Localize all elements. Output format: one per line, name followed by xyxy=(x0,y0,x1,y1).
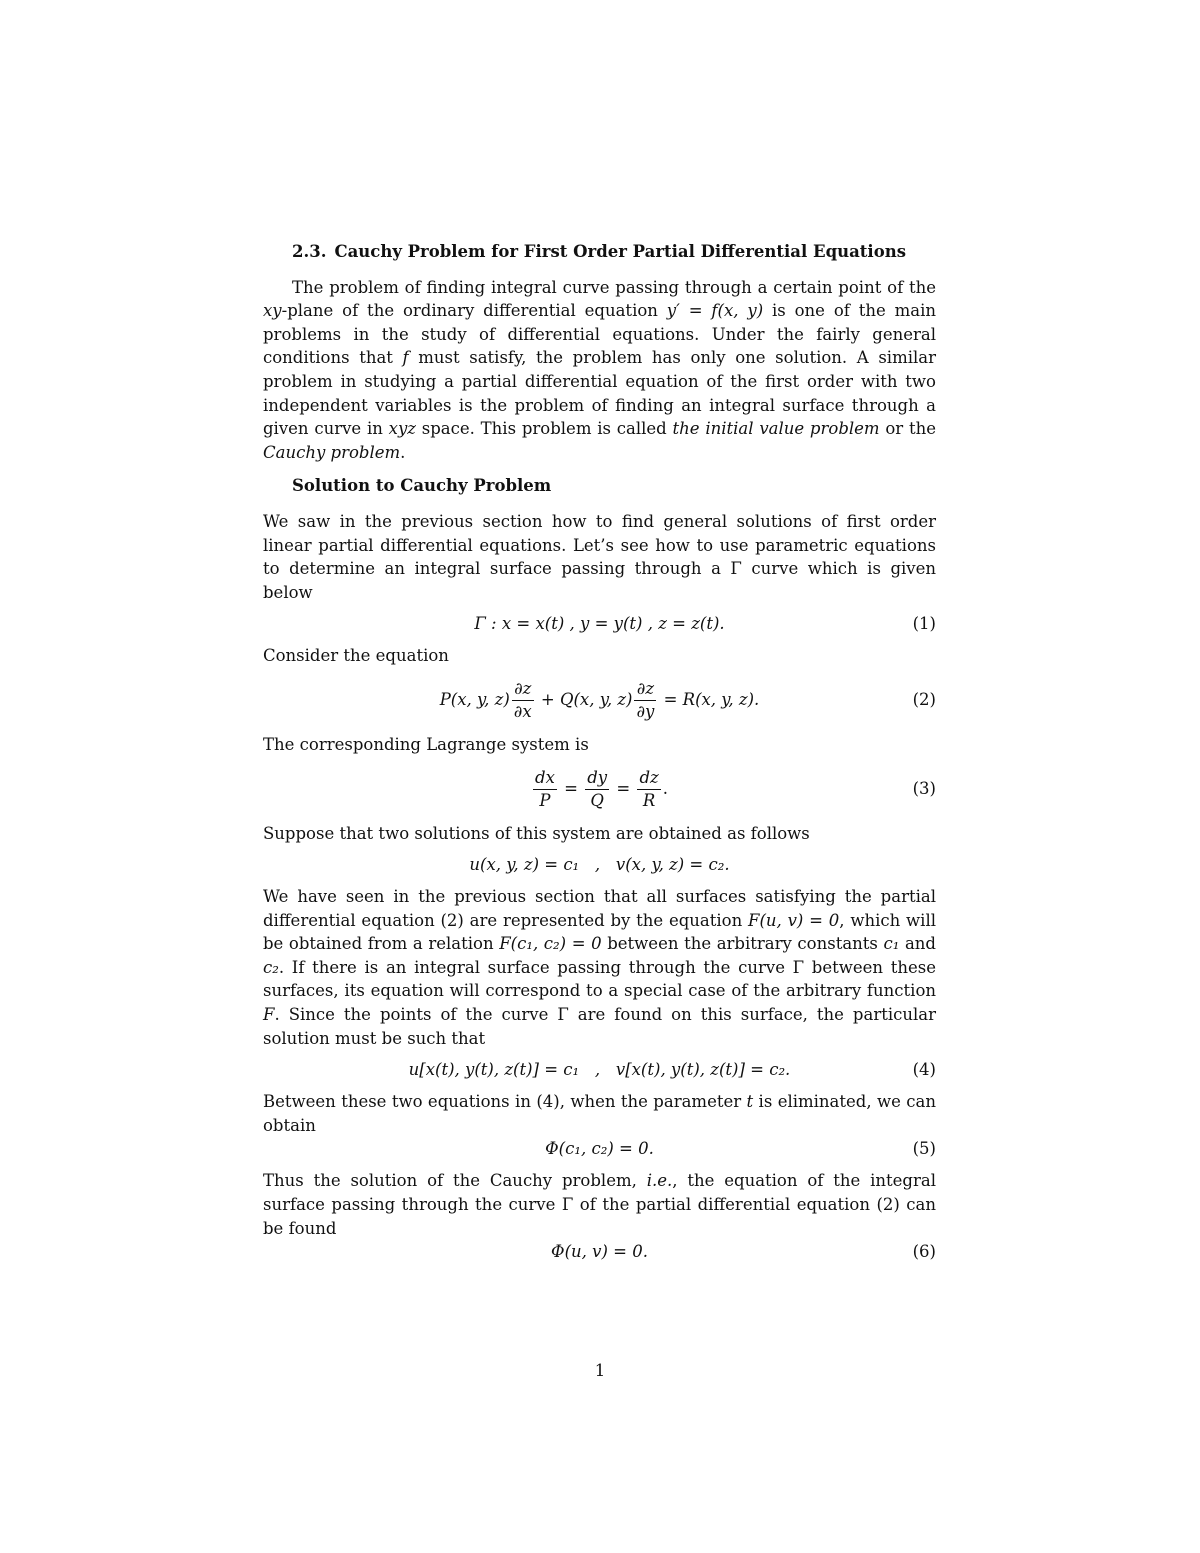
intro-text-7: . xyxy=(400,442,406,462)
eq3-n2: dy xyxy=(587,767,608,787)
p6-c2: c₂ xyxy=(263,957,279,977)
eq3-d1: P xyxy=(533,789,557,812)
equation-2 xyxy=(263,678,936,723)
equation-3 xyxy=(263,767,936,812)
eq2-pre: P(x, y, z) xyxy=(439,689,510,709)
section-heading xyxy=(292,240,936,264)
p6-fuv: F(u, v) = 0 xyxy=(748,910,840,930)
equation-uv xyxy=(263,853,936,877)
eq2-f1-num: ∂z xyxy=(514,678,532,698)
equation-2-body xyxy=(440,678,760,723)
p6-F: F xyxy=(263,1005,275,1025)
eq3-fraction-1 xyxy=(533,767,557,812)
equation-1 xyxy=(263,612,936,636)
intro-text-3: is one of the main problems in the study of differential equations. Under the fairly general conditions that xyxy=(263,301,936,368)
intro-text-5: space. This problem is called xyxy=(415,419,673,439)
eq3-fraction-2 xyxy=(585,767,609,812)
p7-t: t xyxy=(746,1092,754,1112)
paragraph-4: The corresponding Lagrange system is xyxy=(263,734,589,754)
eq3-equals-1: = xyxy=(564,778,578,798)
intro-text-2: -plane of the ordinary differential equation xyxy=(281,301,667,321)
eq3-equals-2: = xyxy=(616,778,631,798)
equation-6-body: Φ(u, v) = 0. xyxy=(551,1242,648,1262)
equation-5 xyxy=(263,1137,936,1161)
intro-paragraph xyxy=(263,276,936,465)
intro-xyz: xyz xyxy=(388,419,416,439)
p6-text-3: between the arbitrary constants xyxy=(601,934,884,954)
equation-uv-body: u(x, y, z) = c₁ , v(x, y, z) = c₂. xyxy=(469,855,730,875)
p8-text-2: , the equation of the integral surface passing through the curve Γ of the partial differential equation (2) can be found xyxy=(263,1171,936,1238)
eq2-mid: + Q(x, y, z) xyxy=(535,689,633,709)
eq2-post: = R(x, y, z). xyxy=(658,689,760,709)
equation-4 xyxy=(263,1058,936,1082)
eq2-fraction-2 xyxy=(634,678,656,723)
p6-text-6: . Since the points of the curve Γ are found on this surface, the particular solution must be such that xyxy=(263,1005,936,1048)
p6-text-2: , which will be obtained from a relation xyxy=(263,910,936,954)
eq2-f2-den: ∂y xyxy=(636,701,655,721)
section-title: Cauchy Problem for First Order Partial Differential Equations xyxy=(334,242,906,261)
p6-text-5: . If there is an integral surface passing through the curve Γ between these surfaces, its equation will correspond to a special case of the arbitrary function xyxy=(263,957,936,1001)
intro-cauchy: Cauchy problem xyxy=(263,442,401,462)
eq2-fraction-1 xyxy=(512,678,534,723)
p7-text-1: Between these two equations in (4), when the parameter xyxy=(263,1092,747,1112)
intro-ode: y′ = f(x, y) xyxy=(666,301,764,321)
intro-text-4: must satisfy, the problem has only one solution. A similar problem in studying a partial differential equation of the first order with two independent variables is the problem of finding an integral surface through a given curve in xyxy=(263,348,936,439)
intro-ivp: the initial value problem xyxy=(672,419,880,439)
eq2-f2-num: ∂z xyxy=(636,678,655,698)
equation-1-body: Γ : x = x(t) , y = y(t) , z = z(t). xyxy=(474,614,725,634)
equation-1-number: (1) xyxy=(912,614,936,634)
p6-c1: c₁ xyxy=(883,934,900,954)
p6-text-1: We have seen in the previous section that all surfaces satisfying the partial differential equation (2) are represented by the equation xyxy=(263,887,936,930)
intro-text-1: The problem of finding integral curve passing through a certain point of the xyxy=(292,277,936,297)
paragraph-7 xyxy=(263,1090,936,1137)
intro-f: f xyxy=(402,348,409,368)
paragraph-2: We saw in the previous section how to find general solutions of first order linear partial differential equations. Let’s see how to use parametric equations to determine an integral surface passing through a Γ curve which is given below xyxy=(263,511,936,602)
intro-text-6: or the xyxy=(879,419,936,439)
eq3-d2: Q xyxy=(585,789,609,812)
eq2-f1-den: ∂x xyxy=(513,701,532,721)
equation-3-number: (3) xyxy=(912,779,936,799)
equation-4-body: u[x(t), y(t), z(t)] = c₁ , v[x(t), y(t), z(t)] = c₂. xyxy=(408,1060,791,1080)
p6-text-4: and xyxy=(899,934,936,954)
section-number: 2.3. xyxy=(292,242,327,261)
equation-6 xyxy=(263,1240,936,1264)
equation-5-number: (5) xyxy=(912,1139,936,1159)
p6-fc: F(c₁, c₂) = 0 xyxy=(499,934,602,954)
document-page xyxy=(263,240,936,1272)
equation-3-body xyxy=(531,767,668,812)
equation-5-body: Φ(c₁, c₂) = 0. xyxy=(545,1139,654,1159)
paragraph-8 xyxy=(263,1169,936,1240)
equation-2-number: (2) xyxy=(912,690,936,710)
equation-6-number: (6) xyxy=(912,1242,936,1262)
eq3-fraction-3 xyxy=(637,767,660,812)
paragraph-5: Suppose that two solutions of this system are obtained as follows xyxy=(263,823,810,843)
eq3-n3: dz xyxy=(639,767,659,787)
p7-text-2: is eliminated, we can obtain xyxy=(263,1092,936,1135)
subheading: Solution to Cauchy Problem xyxy=(292,476,552,496)
eq3-end: . xyxy=(662,778,668,798)
page-number: 1 xyxy=(594,1361,606,1380)
eq3-n1: dx xyxy=(535,767,555,787)
equation-4-number: (4) xyxy=(912,1060,936,1080)
paragraph-3: Consider the equation xyxy=(263,646,449,666)
paragraph-6 xyxy=(263,885,936,1050)
p8-text-1: Thus the solution of the Cauchy problem, xyxy=(263,1171,647,1191)
intro-xy: xy xyxy=(263,301,282,321)
p8-ie: i.e. xyxy=(646,1171,673,1191)
eq3-d3: R xyxy=(637,789,660,812)
